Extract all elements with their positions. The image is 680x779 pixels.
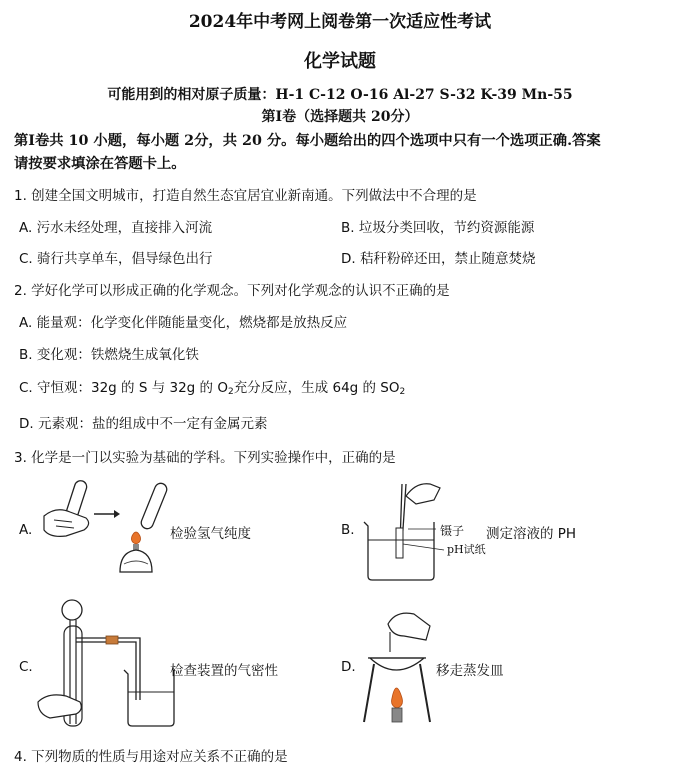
question-1-option-c[interactable]: C. 骑行共享单车，倡导绿色出行 — [19, 251, 213, 267]
subscript-o2: 2 — [227, 387, 234, 397]
ph-measure-illustration — [356, 474, 491, 584]
question-2-option-d[interactable]: D. 元素观：盐的组成中不一定有金属元素 — [19, 416, 268, 432]
tweezers-label: 镊子 — [440, 524, 465, 538]
question-1-option-b[interactable]: B. 垃圾分类回收，节约资源能源 — [341, 220, 535, 236]
subject-title: 化学试题 — [304, 51, 376, 72]
question-4-stem: 4. 下列物质的性质与用途对应关系不正确的是 — [14, 749, 288, 765]
question-2-option-b[interactable]: B. 变化观：铁燃烧生成氧化铁 — [19, 347, 199, 363]
atomic-masses: 可能用到的相对原子质量：H-1 C-12 O-16 Al-27 S-32 K-39 Mn-55 — [107, 87, 573, 103]
question-1-stem: 1. 创建全国文明城市，打造自然生态宜居宜业新南通。下列做法中不合理的是 — [14, 188, 477, 204]
tripod-and-flame-icon — [364, 664, 430, 722]
ph-paper-icon — [396, 528, 403, 558]
section-title: 第Ⅰ卷（选择题共 20分） — [261, 109, 419, 125]
connecting-tube-icon — [76, 636, 140, 700]
instructions-line-1: 第Ⅰ卷共 10 小题，每小题 2分，共 20 分。每小题给出的四个选项中只有一个选项正确.答案 — [14, 133, 601, 149]
question-2-option-a[interactable]: A. 能量观：化学变化伴随能量变化，燃烧都是放热反应 — [19, 315, 348, 331]
question-3-option-d-letter[interactable]: D. — [341, 659, 356, 675]
question-3-option-a-letter[interactable]: A. — [19, 522, 33, 538]
question-3-option-b-letter[interactable]: B. — [341, 522, 355, 538]
exam-title: 2024年中考网上阅卷第一次适应性考试 — [188, 12, 492, 32]
question-3-option-b-text: 测定溶液的 PH — [486, 526, 577, 542]
question-3-option-c-letter[interactable]: C. — [19, 659, 33, 675]
evaporating-dish-icon — [368, 658, 426, 670]
tube-over-lamp-icon — [120, 481, 169, 572]
right-arrow-icon — [94, 510, 120, 518]
ph-paper-label: pH试纸 — [447, 543, 486, 556]
question-1-option-a[interactable]: A. 污水未经处理，直接排入河流 — [19, 220, 213, 236]
airtightness-check-illustration — [36, 596, 176, 730]
evaporating-dish-illustration — [358, 606, 438, 724]
hand-lifting-dish-icon — [388, 613, 430, 652]
hand-icon — [38, 695, 81, 718]
hydrogen-purity-test-illustration — [36, 476, 176, 586]
option-c-prefix: C. 守恒观：32g 的 S 与 32g 的 O — [19, 380, 228, 396]
test-tube-in-hand-icon — [44, 479, 89, 536]
question-3-stem: 3. 化学是一门以实验为基础的学科。下列实验操作中，正确的是 — [14, 450, 396, 466]
option-c-mid: 充分反应，生成 64g 的 SO — [233, 380, 400, 396]
question-2-option-c[interactable] — [19, 376, 405, 397]
instructions-line-2: 请按要求填涂在答题卡上。 — [14, 156, 186, 172]
question-3-option-d-text: 移走蒸发皿 — [436, 663, 504, 679]
question-3-option-a-text: 检验氢气纯度 — [170, 526, 251, 542]
water-beaker-icon — [124, 670, 174, 726]
subscript-so2: 2 — [399, 387, 406, 397]
question-2-stem: 2. 学好化学可以形成正确的化学观念。下列对化学观念的认识不正确的是 — [14, 283, 450, 299]
question-3-option-c-text: 检查装置的气密性 — [170, 663, 278, 679]
question-1-option-d[interactable]: D. 秸秆粉碎还田，禁止随意焚烧 — [341, 251, 536, 267]
